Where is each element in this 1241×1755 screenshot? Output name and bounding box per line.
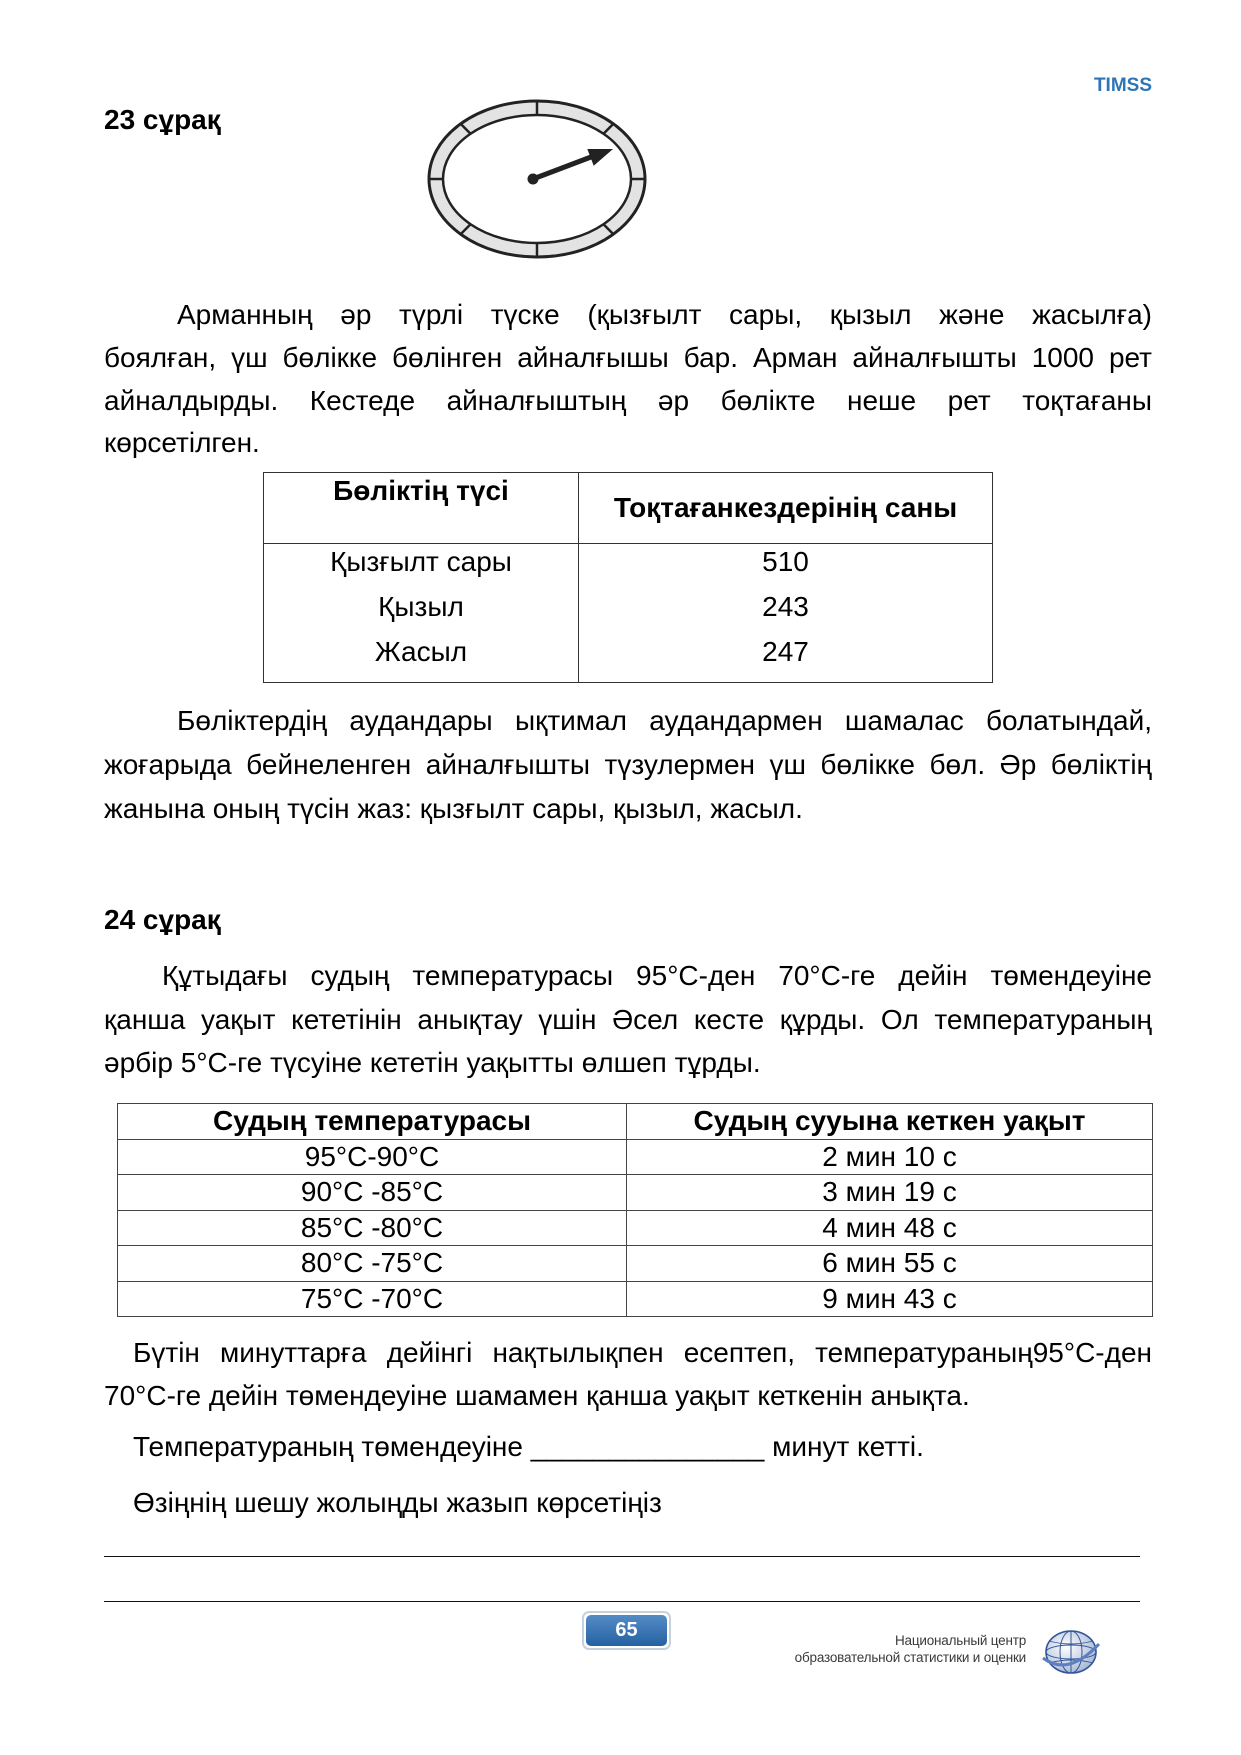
paragraph-line: қанша уақыт кететінін анықтау үшін Әсел кесте құрды. Ол температураның	[104, 1003, 1152, 1035]
paragraph-line: көрсетілген.	[104, 427, 260, 459]
organization-line: Национальный центр	[895, 1633, 1026, 1648]
q24-task-paragraph	[104, 1331, 1152, 1417]
paragraph-line: Құтыдағы судың температурасы 95°С-ден 70°С-ге дейін төмендеуіне	[162, 960, 1152, 991]
table-cell: 4 мин 48 с	[627, 1210, 1153, 1246]
table-header-row	[264, 473, 993, 544]
question-24-title: 24 сұрақ	[104, 904, 221, 935]
timss-brand: TIMSS	[1093, 75, 1152, 96]
table-cell: Қызыл	[264, 589, 579, 634]
paragraph-line: Арманның әр түрлі түске (қызғылт сары, қызыл және жасылға)	[177, 299, 1152, 330]
table-cell: 3 мин 19 с	[627, 1175, 1153, 1211]
table-row	[264, 589, 993, 634]
table-cell: Қызғылт сары	[264, 544, 579, 590]
paragraph-line: боялған, үш бөлікке бөлінген айналғышы бар. Арман айналғышты 1000 рет	[104, 341, 1152, 373]
organization-line: образовательной статистики и оценки	[794, 1650, 1026, 1665]
answer-writing-line	[104, 1601, 1140, 1602]
table-cell: Жасыл	[264, 634, 579, 683]
table-cell: 243	[579, 589, 993, 634]
question-23-title: 23 сұрақ	[104, 104, 221, 135]
table-cell: 80°С -75°С	[118, 1246, 627, 1282]
paragraph-line: айналдырды. Кестеде айналғыштың әр бөлікте неше рет тоқтағаны	[104, 384, 1152, 416]
table-row	[118, 1281, 1153, 1317]
table-cell: 90°С -85°С	[118, 1175, 627, 1211]
table-cell: 75°С -70°С	[118, 1281, 627, 1317]
q23-intro-paragraph	[104, 294, 1152, 465]
table-header-cell: Бөліктің түсі	[264, 473, 579, 544]
table-cell: 247	[579, 634, 993, 683]
paragraph-line: Бүтін минуттарға дейінгі нақтылықпен есептеп, температураның95°С-ден	[133, 1337, 1152, 1368]
page-number-badge	[582, 1611, 671, 1650]
solution-prompt: Өзіңнің шешу жолыңды жазып көрсетіңіз	[133, 1487, 662, 1518]
table-cell: 510	[579, 544, 993, 590]
table-cell: 85°С -80°С	[118, 1210, 627, 1246]
table-cell: 2 мин 10 с	[627, 1139, 1153, 1175]
table-header-cell: Судың сууына кеткен уақыт	[627, 1104, 1153, 1140]
table-header-cell: Судың температурасы	[118, 1104, 627, 1140]
table-header-cell: Тоқтағанкездерінің саны	[579, 473, 993, 544]
answer-writing-line	[104, 1556, 1140, 1557]
table-row	[118, 1246, 1153, 1282]
paragraph-line: жоғарыда бейнеленген айналғышты түзулермен үш бөлікке бөл. Әр бөліктің	[104, 749, 1152, 780]
table-cell: 95°С-90°С	[118, 1139, 627, 1175]
cooling-time-table	[117, 1103, 1153, 1317]
table-row	[264, 544, 993, 590]
spinner-pivot	[528, 174, 539, 185]
globe-logo-icon	[1040, 1627, 1102, 1677]
table-row	[264, 634, 993, 683]
answer-sentence: Температураның төмендеуіне _______________ минут кетті.	[133, 1431, 924, 1462]
table-cell: 9 мин 43 с	[627, 1281, 1153, 1317]
table-header-row	[118, 1104, 1153, 1140]
table-row	[118, 1139, 1153, 1175]
spinner-icon	[420, 95, 660, 265]
paragraph-line: Бөліктердің аудандары ықтимал аудандармен шамалас болатындай,	[177, 705, 1152, 736]
page-number: 65	[586, 1615, 667, 1646]
organization-name	[795, 1632, 1026, 1666]
paragraph-line: 70°С-ге дейін төмендеуіне шамамен қанша уақыт кеткенін анықта.	[104, 1380, 970, 1411]
table-row	[118, 1210, 1153, 1246]
table-row	[118, 1175, 1153, 1211]
spinner-results-table	[263, 472, 993, 683]
q23-task-paragraph	[104, 699, 1152, 831]
table-cell: 6 мин 55 с	[627, 1246, 1153, 1282]
q24-intro-paragraph	[104, 954, 1152, 1085]
paragraph-line: жанына оның түсін жаз: қызғылт сары, қызыл, жасыл.	[104, 793, 803, 824]
paragraph-line: әрбір 5°С-ге түсуіне кететін уақытты өлшеп тұрды.	[104, 1047, 761, 1078]
